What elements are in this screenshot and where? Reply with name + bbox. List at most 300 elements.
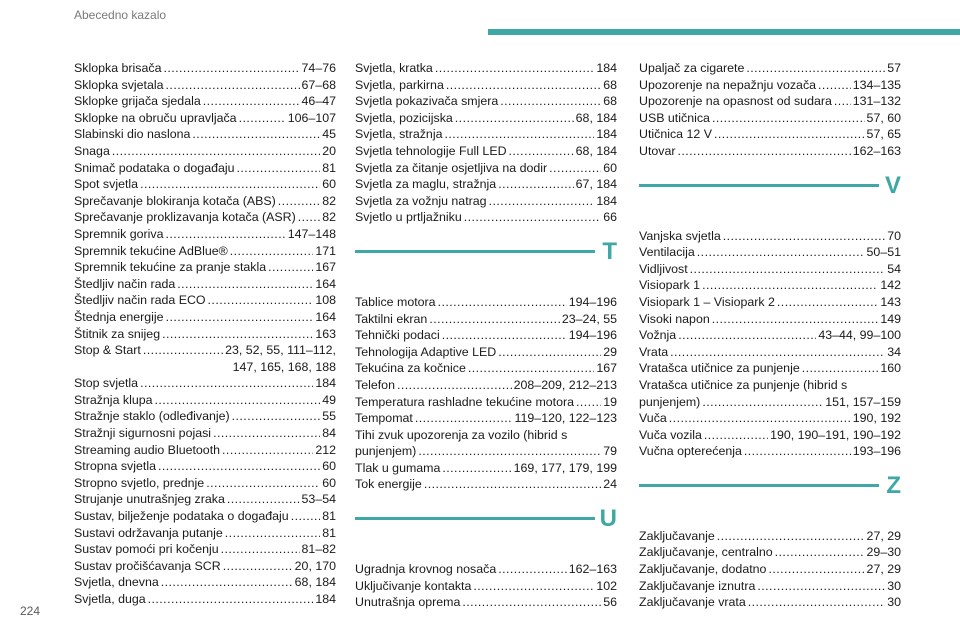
index-entry-pages: 82 — [322, 193, 336, 208]
index-entry[interactable] — [639, 244, 901, 261]
index-entry-label: Utičnica 12 V — [639, 127, 713, 142]
index-entry[interactable] — [355, 377, 617, 394]
index-entry[interactable] — [355, 176, 617, 193]
index-entry-label: Tehnologija Adaptive LED — [355, 344, 497, 359]
index-entry[interactable] — [74, 93, 336, 110]
index-entry-label-cont: punjenjem) — [355, 444, 417, 459]
leader-dots — [777, 294, 878, 311]
leader-dots — [213, 425, 320, 442]
index-entry[interactable] — [355, 594, 617, 611]
index-entry-label: Stražnji sigurnosni pojasi — [74, 426, 212, 441]
index-entry-pages: 50–51 — [866, 245, 901, 260]
index-column-1 — [74, 60, 336, 608]
index-column-2 — [355, 60, 617, 611]
index-entry-label: Sklopka brisača — [74, 61, 162, 75]
leader-dots — [112, 143, 320, 160]
index-entry-pages: 194–196 — [568, 294, 617, 309]
index-entry-label: Sprečavanje proklizavanja kotača (ASR) — [74, 210, 296, 225]
index-entry-label: Svjetla, dnevna — [74, 575, 159, 590]
leader-dots — [446, 77, 601, 94]
leader-dots — [221, 541, 300, 558]
index-entry[interactable] — [355, 93, 617, 110]
index-entry-pages-cont: 147, 165, 168, 188 — [232, 359, 336, 374]
section-divider — [639, 484, 879, 487]
index-entry-label: Stražnja klupa — [74, 392, 153, 407]
index-entry-label: Ventilacija — [639, 245, 695, 260]
leader-dots — [834, 93, 851, 110]
index-entry[interactable] — [639, 110, 901, 127]
index-entry-label: Vuča — [639, 411, 667, 426]
index-entry-pages: 81–82 — [301, 542, 336, 557]
index-entry[interactable] — [355, 561, 617, 578]
index-entry[interactable] — [639, 528, 901, 545]
leader-dots — [155, 392, 321, 409]
index-entry[interactable] — [74, 292, 336, 309]
index-entry-pages: 57, 65 — [866, 127, 901, 142]
index-entry-pages: 190, 192 — [852, 411, 901, 426]
leader-dots — [489, 193, 595, 210]
index-entry[interactable] — [355, 294, 617, 311]
index-entry[interactable] — [355, 311, 617, 328]
index-entry-label: Utovar — [639, 143, 676, 158]
leader-dots — [498, 176, 573, 193]
index-entry-pages: 162–163 — [568, 562, 617, 577]
section-header — [355, 237, 617, 280]
index-entry-label-cont: punjenjem) — [639, 394, 701, 409]
leader-dots — [227, 491, 300, 508]
index-entry-label: Štitnik za snijeg — [74, 326, 161, 341]
index-entry-label: Vratašca utičnice za punjenje (hibrid s — [639, 377, 848, 392]
leader-dots — [208, 292, 314, 309]
section-divider — [355, 250, 595, 253]
leader-dots — [418, 443, 601, 460]
index-entry-label: Svjetla, pozicijska — [355, 110, 453, 125]
index-entry[interactable] — [74, 392, 336, 409]
index-entry-pages: 167 — [315, 260, 336, 275]
index-entry-pages: 20 — [322, 143, 336, 158]
index-entry[interactable] — [74, 475, 336, 492]
index-entry[interactable] — [639, 544, 901, 561]
leader-dots — [442, 327, 567, 344]
leader-dots — [438, 294, 567, 311]
index-entry-pages: 81 — [322, 509, 336, 524]
index-entry-pages: 151, 157–159 — [825, 394, 901, 409]
index-entry[interactable] — [74, 326, 336, 343]
index-entry[interactable] — [355, 427, 617, 460]
leader-dots — [278, 193, 320, 210]
index-entry-pages: 27, 29 — [866, 562, 901, 577]
index-entry-pages: 162–163 — [852, 143, 901, 158]
index-entry[interactable] — [74, 425, 336, 442]
leader-dots — [237, 160, 321, 177]
index-entry[interactable] — [355, 578, 617, 595]
leader-dots — [509, 143, 574, 160]
index-entry-label: Vratašca utičnice za punjenje — [639, 361, 800, 376]
index-entry[interactable] — [74, 591, 336, 608]
index-entry-pages: 164 — [315, 309, 336, 324]
index-entry-pages: 81 — [322, 525, 336, 540]
leader-dots — [291, 508, 321, 525]
index-entry[interactable] — [74, 160, 336, 177]
leader-dots — [223, 558, 293, 575]
index-entry-pages: 27, 29 — [866, 528, 901, 543]
index-entry[interactable] — [639, 93, 901, 110]
index-entry-pages: 208–209, 212–213 — [513, 377, 617, 392]
index-entry-pages: 43–44, 99–100 — [818, 328, 901, 343]
index-entry-pages: 60 — [322, 475, 336, 490]
index-entry-pages: 60 — [322, 177, 336, 192]
index-entry-pages: 190, 190–191, 190–192 — [770, 427, 901, 442]
index-entry-pages: 23–24, 55 — [561, 311, 617, 326]
index-entry[interactable] — [639, 294, 901, 311]
index-entry[interactable] — [74, 342, 336, 375]
index-entry-label: Svjetla za maglu, stražnja — [355, 177, 497, 192]
leader-dots — [444, 126, 594, 143]
index-entry[interactable] — [74, 558, 336, 575]
index-entry-pages: 134–135 — [852, 77, 901, 92]
index-entry-label: Zaključavanje vrata — [639, 595, 746, 610]
index-entry[interactable] — [355, 394, 617, 411]
index-entry[interactable] — [355, 410, 617, 427]
index-entry-label: Tihi zvuk upozorenja za vozilo (hibrid s — [355, 427, 568, 442]
index-entry-label: Vrata — [639, 344, 669, 359]
index-entry-label: Spremnik tekućine AdBlue® — [74, 243, 228, 258]
leader-dots — [802, 360, 879, 377]
index-entry-pages: 68, 184 — [575, 110, 617, 125]
leader-dots — [298, 209, 320, 226]
index-entry[interactable] — [74, 276, 336, 293]
index-entry[interactable] — [639, 126, 901, 143]
index-entry-label: Vuča vozila — [639, 427, 702, 442]
index-entry[interactable] — [355, 110, 617, 127]
leader-dots — [232, 408, 321, 425]
index-entry-pages: 67–68 — [301, 77, 336, 92]
leader-dots — [163, 60, 299, 77]
index-entry[interactable] — [355, 209, 617, 226]
leader-dots — [222, 442, 313, 459]
index-entry[interactable] — [639, 311, 901, 328]
leader-dots — [702, 394, 823, 411]
index-entry-pages: 212 — [315, 442, 336, 457]
leader-dots — [268, 259, 313, 276]
leader-dots — [442, 460, 511, 477]
index-entry[interactable] — [74, 243, 336, 260]
index-entry-pages: 23, 52, 55, 111–112, — [225, 343, 336, 358]
section-letter: U — [599, 505, 617, 533]
index-entry-pages: 81 — [322, 160, 336, 175]
leader-dots — [148, 591, 314, 608]
index-entry-label: Visiopark 1 — [639, 278, 701, 293]
index-entry-label: Upozorenje na nepažnju vozača — [639, 77, 817, 92]
index-entry[interactable] — [355, 327, 617, 344]
index-entry-label: Svjetla, kratka — [355, 61, 433, 75]
section-divider — [355, 517, 595, 520]
index-entry-label: Štedljiv način rada — [74, 276, 176, 291]
index-entry[interactable] — [639, 277, 901, 294]
index-entry-pages: 167 — [596, 361, 617, 376]
index-entry-label: Ugradnja krovnog nosača — [355, 562, 497, 577]
index-entry-pages: 24 — [603, 477, 617, 492]
index-entry-pages: 49 — [322, 392, 336, 407]
index-entry[interactable] — [74, 176, 336, 193]
leader-dots — [473, 578, 594, 595]
index-entry-label: Stropna svjetla — [74, 459, 156, 474]
index-entry-pages: 184 — [315, 376, 336, 391]
index-entry-label: Svjetla pokazivača smjera — [355, 94, 499, 109]
index-entry-label: Tempomat — [355, 411, 413, 426]
index-entry[interactable] — [74, 309, 336, 326]
index-entry-pages: 68 — [603, 77, 617, 92]
index-entry-label: Vanjska svjetla — [639, 228, 721, 243]
page-header-title: Abecedno kazalo — [74, 8, 167, 22]
index-entry[interactable] — [355, 160, 617, 177]
index-entry-pages: 147–148 — [287, 226, 336, 241]
index-entry[interactable] — [74, 442, 336, 459]
index-entry[interactable] — [639, 77, 901, 94]
index-entry[interactable] — [639, 561, 901, 578]
leader-dots — [464, 209, 601, 226]
index-entry-pages: 169, 177, 179, 199 — [513, 460, 617, 475]
index-entry-label: Snimač podataka o događaju — [74, 160, 235, 175]
index-entry-pages: 60 — [322, 459, 336, 474]
index-entry-pages: 149 — [880, 311, 901, 326]
leader-dots — [140, 176, 320, 193]
index-entry[interactable] — [74, 525, 336, 542]
index-entry-pages: 29–30 — [866, 545, 901, 560]
index-entry-label: Svjetla, duga — [74, 592, 146, 606]
index-entry-pages: 184 — [596, 61, 617, 75]
index-entry-pages: 56 — [603, 595, 617, 610]
index-entry[interactable] — [355, 193, 617, 210]
index-entry-label: Vučna opterećenja — [639, 444, 742, 459]
index-entry-pages: 108 — [315, 293, 336, 308]
index-entry-pages: 163 — [315, 326, 336, 341]
section-letter: Z — [886, 471, 901, 499]
index-entry-label: Uključivanje kontakta — [355, 578, 472, 593]
leader-dots — [158, 458, 320, 475]
index-entry-pages: 143 — [880, 294, 901, 309]
index-entry[interactable] — [74, 491, 336, 508]
index-entry-pages: 194–196 — [568, 328, 617, 343]
index-entry-label: Stražnje staklo (odleđivanje) — [74, 409, 230, 424]
index-entry[interactable] — [74, 259, 336, 276]
index-entry[interactable] — [355, 77, 617, 94]
index-entry[interactable] — [74, 110, 336, 127]
index-entry-label: Svjetlo u prtljažniku — [355, 210, 462, 225]
index-entry[interactable] — [355, 460, 617, 477]
index-entry-pages: 164 — [315, 276, 336, 291]
index-entry-pages: 55 — [322, 409, 336, 424]
index-entry-pages: 184 — [596, 193, 617, 208]
index-entry-pages: 84 — [322, 426, 336, 441]
index-entry-pages: 184 — [596, 127, 617, 142]
index-entry-pages: 171 — [315, 243, 336, 258]
index-entry-label: Svjetla, stražnja — [355, 127, 443, 142]
leader-dots — [166, 309, 314, 326]
section-header — [355, 505, 617, 547]
section-divider — [639, 184, 879, 187]
index-entry[interactable] — [355, 344, 617, 361]
leader-dots — [397, 377, 512, 394]
index-entry[interactable] — [355, 360, 617, 377]
index-entry[interactable] — [639, 427, 901, 444]
index-entry[interactable] — [74, 508, 336, 525]
index-entry-label: Unutrašnja oprema — [355, 595, 461, 610]
index-entry-label: Sustav, bilježenje podataka o događaju — [74, 509, 289, 524]
index-entry[interactable] — [74, 77, 336, 94]
leader-dots — [576, 394, 601, 411]
index-entry[interactable] — [74, 574, 336, 591]
index-entry-pages: 68 — [603, 94, 617, 109]
index-entry-pages: 102 — [596, 578, 617, 593]
index-entry[interactable] — [639, 327, 901, 344]
leader-dots — [435, 60, 594, 77]
index-entry-pages: 46–47 — [301, 94, 336, 109]
index-entry[interactable] — [639, 228, 901, 245]
index-entry-label: Visiopark 1 – Visiopark 2 — [639, 294, 775, 309]
index-entry[interactable] — [74, 209, 336, 226]
section-header — [639, 171, 901, 214]
index-entry-label: Tlak u gumama — [355, 460, 441, 475]
leader-dots — [468, 360, 594, 377]
index-entry-pages: 70 — [887, 228, 901, 243]
index-entry-pages: 29 — [603, 344, 617, 359]
leader-dots — [775, 544, 865, 561]
index-entry-label: Sklopka svjetala — [74, 77, 164, 92]
index-entry-label: Sklopke na obruču upravljača — [74, 110, 237, 125]
index-entry[interactable] — [74, 375, 336, 392]
index-entry-pages: 54 — [887, 261, 901, 276]
leader-dots — [462, 594, 601, 611]
index-entry-label: Tok energije — [355, 477, 422, 492]
leader-dots — [415, 410, 513, 427]
leader-dots — [768, 561, 864, 578]
leader-dots — [712, 311, 879, 328]
leader-dots — [455, 110, 574, 127]
leader-dots — [177, 276, 313, 293]
leader-dots — [744, 443, 851, 460]
leader-dots — [225, 525, 320, 542]
header-accent-bar — [488, 29, 960, 35]
index-entry-label: Zaključavanje, dodatno — [639, 562, 767, 577]
leader-dots — [723, 228, 885, 245]
index-entry[interactable] — [639, 344, 901, 361]
index-entry[interactable] — [639, 60, 901, 77]
index-entry-label: Svjetla, parkirna — [355, 77, 444, 92]
index-entry-pages: 74–76 — [301, 61, 336, 75]
leader-dots — [143, 342, 223, 359]
leader-dots — [429, 311, 560, 328]
index-entry-label: Telefon — [355, 377, 395, 392]
index-column-3 — [639, 60, 901, 611]
leader-dots — [424, 476, 601, 493]
index-entry-label: Stropno svjetlo, prednje — [74, 475, 205, 490]
section-letter: T — [602, 237, 617, 265]
index-entry-pages: 45 — [322, 127, 336, 142]
index-entry-label: Zaključavanje — [639, 528, 715, 543]
index-entry-label: Taktilni ekran — [355, 311, 428, 326]
index-entry[interactable] — [74, 143, 336, 160]
index-entry-label: Visoki napon — [639, 311, 710, 326]
index-entry-label: Zaključavanje, centralno — [639, 545, 773, 560]
index-entry-label: Upozorenje na opasnost od sudara — [639, 94, 832, 109]
leader-dots — [690, 261, 886, 278]
index-entry-label: Spot svjetla — [74, 177, 139, 192]
index-entry[interactable] — [74, 60, 336, 77]
index-entry[interactable] — [74, 408, 336, 425]
leader-dots — [500, 93, 601, 110]
index-entry-pages: 79 — [603, 444, 617, 459]
index-entry[interactable] — [639, 578, 901, 595]
index-entry[interactable] — [355, 60, 617, 77]
index-entry-pages: 160 — [880, 361, 901, 376]
index-entry-pages: 119–120, 122–123 — [514, 411, 617, 426]
index-entry-label: Tekućina za kočnice — [355, 361, 466, 376]
index-entry-label: Spremnik tekućine za pranje stakla — [74, 260, 267, 275]
leader-dots — [498, 561, 567, 578]
leader-dots — [712, 110, 865, 127]
index-entry[interactable] — [639, 261, 901, 278]
leader-dots — [714, 126, 865, 143]
index-entry[interactable] — [639, 377, 901, 410]
index-entry-pages: 67, 184 — [575, 177, 617, 192]
index-entry[interactable] — [639, 360, 901, 377]
index-entry-pages: 142 — [880, 278, 901, 293]
section-header — [639, 471, 901, 514]
leader-dots — [748, 594, 885, 611]
index-entry-label: Svjetla za čitanje osjetljiva na dodir — [355, 160, 548, 175]
leader-dots — [203, 93, 300, 110]
index-entry-pages: 30 — [887, 578, 901, 593]
index-entry-label: Upaljač za cigarete — [639, 61, 745, 75]
index-entry[interactable] — [355, 476, 617, 493]
index-entry[interactable] — [639, 443, 901, 460]
index-entry-label: USB utičnica — [639, 110, 710, 125]
index-entry[interactable] — [74, 193, 336, 210]
leader-dots — [549, 160, 601, 177]
leader-dots — [669, 410, 851, 427]
index-entry-label: Vidljivost — [639, 261, 688, 276]
index-entry[interactable] — [639, 594, 901, 611]
index-entry[interactable] — [74, 126, 336, 143]
index-entry-label: Temperatura rashladne tekućine motora — [355, 394, 575, 409]
index-entry[interactable] — [74, 541, 336, 558]
index-entry-pages: 19 — [603, 394, 617, 409]
index-entry[interactable] — [639, 410, 901, 427]
leader-dots — [162, 326, 313, 343]
index-entry-label: Sustavi održavanja putanje — [74, 525, 223, 540]
index-entry[interactable] — [355, 143, 617, 160]
index-entry[interactable] — [355, 126, 617, 143]
index-entry-label: Štednja energije — [74, 309, 164, 324]
leader-dots — [746, 60, 885, 77]
index-entry-pages: 106–107 — [287, 110, 336, 125]
index-entry[interactable] — [639, 143, 901, 160]
section-letter: V — [884, 171, 901, 199]
leader-dots — [192, 126, 320, 143]
leader-dots — [702, 277, 878, 294]
index-entry-pages: 57, 60 — [866, 110, 901, 125]
index-entry[interactable] — [74, 458, 336, 475]
leader-dots — [498, 344, 601, 361]
leader-dots — [206, 475, 320, 492]
leader-dots — [678, 327, 816, 344]
leader-dots — [717, 528, 865, 545]
index-entry-label: Štedljiv način rada ECO — [74, 293, 206, 308]
index-entry-pages: 60 — [603, 160, 617, 175]
index-entry-pages: 68, 184 — [294, 575, 336, 590]
index-entry[interactable] — [74, 226, 336, 243]
